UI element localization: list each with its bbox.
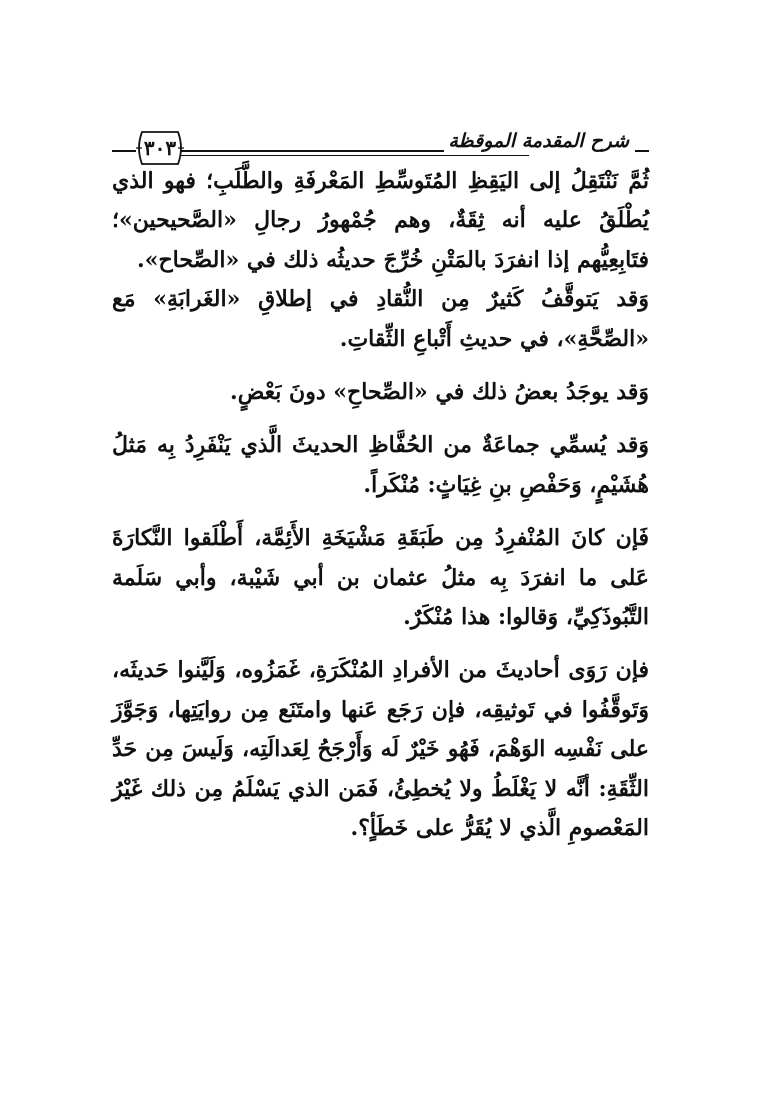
paragraph-6: فإن رَوَى أحاديثَ من الأفرادِ المُنْكَرَةِ، غَمَزُوه، وَلَيَّنوا حَديثَه، وَتَوقَّفُوا في تَوثيقِه، فإن رَجَع عَنها وامتَنَع مِن روايَتِها، وَجَوَّزَ على نَفْسِه الوَهْمَ، فَهُو خَيْرٌ لَه وَأَرْجَحُ لِعَدالَتِه، وَلَيسَ مِن حَدِّ الثِّقَةِ: أنَّه لا يَغْلَطُ ولا يُخطِئُ، فَمَن الذي يَسْلَمُ مِن ذلك غَيْرُ المَعْصومِ الَّذي لا يُقَرُّ على خَطَأٍ؟. [112, 657, 649, 842]
paragraph-4: وَقد يُسمِّي جماعَةٌ من الحُفَّاظِ الحديثَ الَّذي يَنْفَرِدُ بِه مَثلُ هُشَيْمٍ، وَحَفْصِ بنِ غِيَاثٍ: مُنْكَراً. [112, 432, 649, 498]
paragraph-1: ثُمَّ نَنْتَقِلُ إلى اليَقِظِ المُتَوسِّطِ المَعْرفَةِ والطَّلَبِ؛ فهو الذي يُطْلَقُ عليه أنه ثِقَةٌ، وهم جُمْهورُ رجالِ «الصَّحيحين»؛ فتَابِعِيُّهم إذا انفرَدَ بالمَتْنِ خُرِّجَ حديثُه ذلك في «الصِّحاح». [112, 168, 649, 273]
header-rule-bottom [164, 155, 529, 156]
paragraph-2: وَقد يَتوقَّفُ كَثيرٌ مِن النُّقادِ في إطلاقِ «الغَرابَةِ» مَع «الصِّحَّةِ»، في حديثِ أَتْباعِ الثِّقاتِ. [112, 286, 649, 352]
main-text [112, 162, 649, 863]
header-rule-left [112, 150, 136, 152]
paragraph-5: فَإن كانَ المُنْفرِدُ مِن طَبَقَةِ مَشْيَخَةِ الأَئِمَّة، أَطْلَقوا النَّكارَةَ عَلى ما انفرَدَ بِه مثلُ عثمان بن أبي شَيْبة، وأبي سَلَمة التَّبُوذَكِيِّ، وَقالوا: هذا مُنْكَرٌ. [112, 525, 649, 631]
page-number: ٣٠٣ [143, 136, 177, 160]
paragraph-3: وَقد يوجَدُ بعضُ ذلك في «الصِّحاحِ» دونَ بَعْضٍ. [230, 379, 649, 406]
page-number-badge [134, 130, 186, 166]
running-title: شرح المقدمة الموقظة [444, 128, 633, 154]
header-rule-right [635, 150, 649, 152]
